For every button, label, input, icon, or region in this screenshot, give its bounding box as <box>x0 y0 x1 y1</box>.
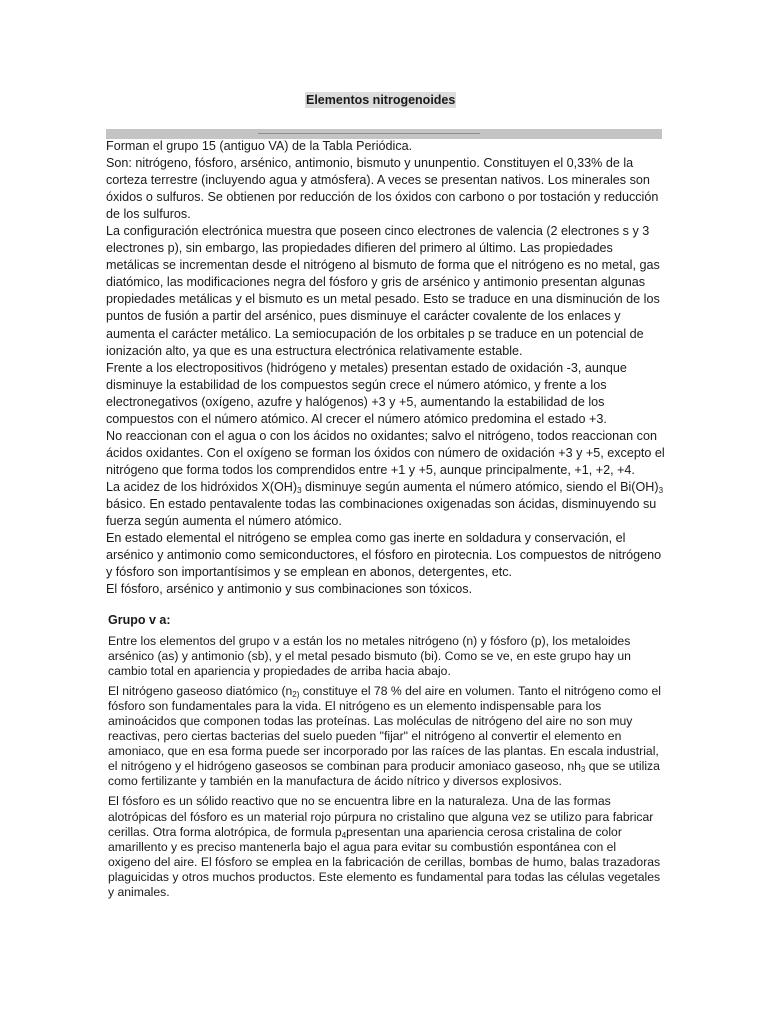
grupo-va-section <box>108 612 662 905</box>
intro-paragraph: Forman el grupo 15 (antiguo VA) de la Tabla Periódica. <box>106 139 413 153</box>
document-title: Elementos nitrogenoides <box>306 93 456 107</box>
closing-paragraph: En estado elemental el nitrógeno se emplea como gas inerte en soldadura y conservación, el arsénico y antimonio como semiconductores, el fósforo en pirotecnia. Los compuestos de nitrógeno y fósforo son importantísimos y se emplean en abonos, detergentes, etc. <box>106 531 662 580</box>
subscript: 2) <box>292 690 300 700</box>
section-paragraph <box>108 684 662 789</box>
text-span: El fósforo es un sólido reactivo que no se encuentra libre en la naturaleza. Una de las formas alotrópicas del fósforo es un material rojo púrpura no cristalino que alguna vez se utilizo para fabricar cerillas. Otra forma alotrópica, de formula p <box>108 794 654 839</box>
text-span: básico. En estado pentavalente todas las combinaciones oxigenadas son ácidas, disminuyendo su fuerza según aumenta el número atómico. <box>106 496 657 529</box>
section-paragraph <box>108 794 662 899</box>
intro-paragraph: La configuración electrónica muestra que poseen cinco electrones de valencia (2 electrones s y 3 electrones p), sin embargo, las propiedades difieren del primero al último. Las propiedades metálicas se incrementan desde el nitrógeno al bismuto de forma que el nitrógeno es no metal, gas diatómico, las modificaciones negra del fósforo y gris de arsénico y antimonio presentan algunas propiedades metálicas y el bismuto es un metal pesado. Esto se traduce en una disminución de los puntos de fusión a partir del arsénico, pues disminuye el carácter covalente de los enlaces y aumenta el carácter metálico. La semiocupación de los orbitales p se traduce en un potencial de ionización alto, ya que es una estructura electrónica relativamente estable. <box>106 224 660 358</box>
subscript: 3 <box>580 765 586 775</box>
text-span: La acidez de los hidróxidos X(OH) <box>106 479 298 494</box>
subscript: 3 <box>297 485 302 495</box>
intro-paragraph: No reaccionan con el agua o con los ácidos no oxidantes; salvo el nitrógeno, todos reaccionan con ácidos oxidantes. Con el oxígeno se forman los óxidos con número de oxidación +3 y +5, excepto el nitrógeno que forma todos los comprendidos entre +1 y +5, aunque principalmente, +1, +2, +4. <box>106 428 665 477</box>
section-heading: Grupo v a: <box>108 613 171 627</box>
text-span: constituye el 78 % del aire en volumen. Tanto el nitrógeno como el fósforo son fundamentales para la vida. El nitrógeno es un elemento indispensable para los aminoácidos que componen todas las proteínas. Las moléculas de nitrógeno del aire no son muy reactivas, pero ciertas bacterias del suelo pueden "fijar" el nitrógeno al convertir el elemento en amoniaco, que en esa forma puede ser incorporado por las raíces de las plantas. En escala industrial, el nitrógeno y el hidrógeno gaseosos se combinan para producir amoniaco gaseoso, nh <box>108 684 661 774</box>
text-span: que se utiliza como fertilizante y también en la manufactura de ácido nítrico y diversos explosivos. <box>108 759 660 789</box>
text-span: presentan una apariencia cerosa cristalina de color amarillento y es preciso mantenerla bajo el agua para evitar su combustión espontánea con el oxigeno del aire. El fósforo se emplea en la fabricación de cerillas, bombas de humo, balas trazadoras plaguicidas y otros muchos productos. Este elemento es fundamental para todas las células vegetales y animales. <box>108 824 661 899</box>
intro-paragraph: Son: nitrógeno, fósforo, arsénico, antimonio, bismuto y ununpentio. Constituyen el 0,33% de la corteza terrestre (incluyendo agua y atmósfera). A veces se presentan nativos. Los minerales son óxidos o sulfuros. Se obtienen por reducción de los óxidos con carbono o por tostación y reducción de los sulfuros. <box>106 156 659 222</box>
closing-paragraph: El fósforo, arsénico y antimonio y sus combinaciones son tóxicos. <box>106 582 473 597</box>
hydroxide-paragraph <box>106 479 666 530</box>
subscript: 3 <box>658 485 664 495</box>
subscript: 4 <box>341 830 347 840</box>
intro-paragraph: Frente a los electropositivos (hidrógeno y metales) presentan estado de oxidación -3, aunque disminuye la estabilidad de los compuestos según crece el número atómico, y frente a los electronegativos (oxígeno, azufre y halógenos) +3 y +5, aumentando la estabilidad de los compuestos con el número atómico. Al crecer el número atómico predomina el estado +3. <box>106 360 627 426</box>
main-text-body <box>106 138 666 598</box>
text-span: El nitrógeno gaseoso diatómico (n <box>108 684 293 699</box>
text-span: disminuye según aumenta el número atómico, siendo el Bi(OH) <box>301 479 659 494</box>
header-separator-line <box>258 133 480 134</box>
section-paragraph: Entre los elementos del grupo v a están los no metales nitrógeno (n) y fósforo (p), los metaloides arsénico (as) y antimonio (sb), y el metal pesado bismuto (bi). Como se ve, en este grupo hay un cambio total en apariencia y propiedades de arriba hacia abajo. <box>108 634 631 679</box>
